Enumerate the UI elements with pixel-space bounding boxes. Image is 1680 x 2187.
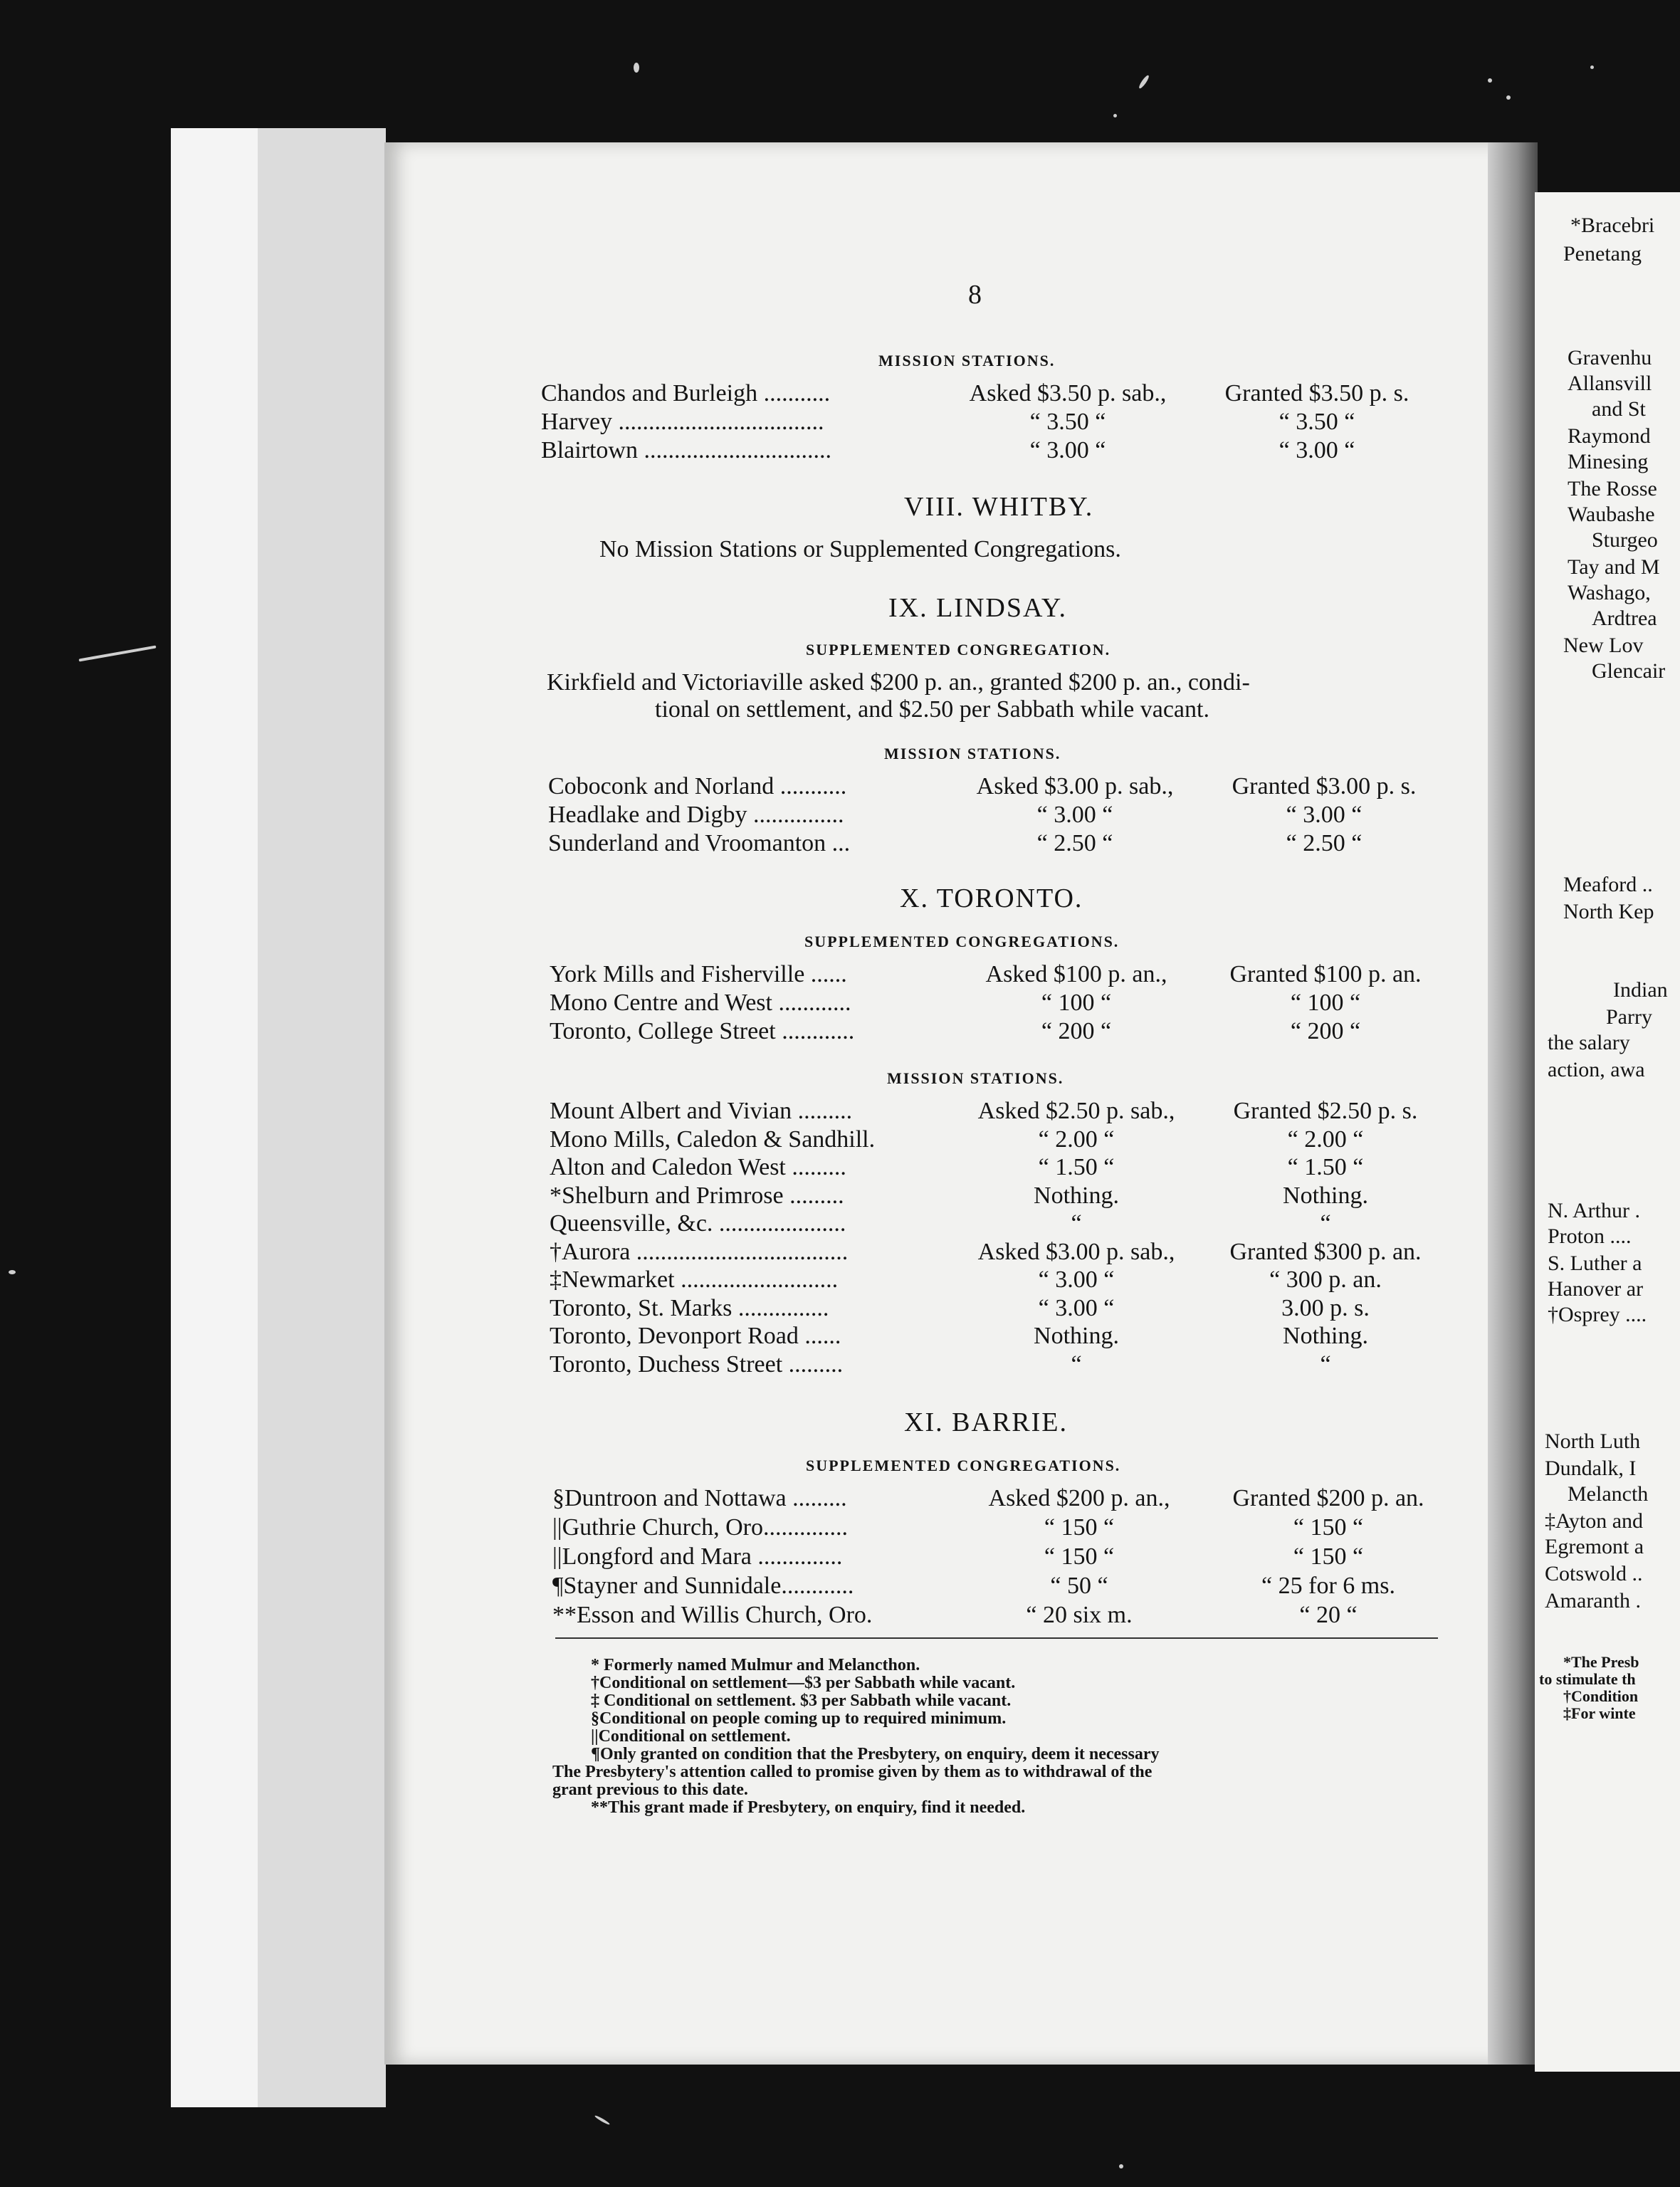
table-row: [550, 1239, 1447, 1267]
granted-amount: “ 1.50 “: [1287, 1154, 1364, 1180]
section-caption: SUPPLEMENTED CONGREGATION.: [806, 641, 1111, 659]
table-row: [550, 1018, 1447, 1047]
section-caption: MISSION STATIONS.: [887, 1069, 1064, 1087]
station-name: Blairtown ...............................: [541, 437, 831, 463]
station-name: Coboconk and Norland ...........: [548, 773, 847, 799]
asked-amount: “ 150 “: [1044, 1514, 1115, 1541]
adjacent-page-cropped: [1535, 192, 1680, 2072]
asked-amount: “ 3.00 “: [1038, 1294, 1115, 1321]
granted-amount: “ 150 “: [1293, 1514, 1364, 1541]
granted-amount: Nothing.: [1283, 1182, 1368, 1209]
adjacent-page-fragment: Waubashe: [1568, 503, 1655, 526]
footnote-line: §Conditional on people coming up to required minimum.: [591, 1709, 1007, 1728]
adjacent-page-fragment: the salary: [1548, 1031, 1630, 1054]
table-row: [552, 1573, 1449, 1601]
adjacent-page-fragment: Sturgeo: [1592, 528, 1658, 552]
asked-amount: “ 3.00 “: [1038, 1266, 1115, 1293]
granted-amount: “ 2.50 “: [1286, 830, 1363, 856]
table-row: [550, 1351, 1447, 1380]
footnote-line: * Formerly named Mulmur and Melancthon.: [591, 1656, 920, 1674]
adjacent-page-fragment: Allansvill: [1568, 372, 1652, 395]
asked-amount: “ 50 “: [1050, 1573, 1108, 1599]
granted-amount: “ 3.00 “: [1286, 802, 1363, 828]
adjacent-page-fragment: to stimulate th: [1539, 1670, 1636, 1688]
adjacent-page-fragment: ‡For winte: [1563, 1704, 1636, 1722]
adjacent-white-leaf: [171, 128, 261, 2107]
adjacent-page-fragment: S. Luther a: [1548, 1252, 1642, 1275]
table-row: [541, 437, 1438, 466]
table-row: [548, 802, 1445, 830]
section-heading: X. TORONTO.: [900, 883, 1083, 913]
asked-amount: “ 150 “: [1044, 1543, 1115, 1570]
asked-amount: Asked $3.00 p. sab.,: [976, 773, 1174, 799]
table-row: [550, 1098, 1447, 1126]
footnote-line: ¶Only granted on condition that the Presbytery, on enquiry, deem it necessary: [591, 1745, 1160, 1763]
granted-amount: Granted $2.50 p. s.: [1233, 1098, 1418, 1124]
station-name: York Mills and Fisherville ......: [550, 961, 847, 987]
table-row: [548, 830, 1445, 859]
adjacent-page-fragment: *Bracebri: [1570, 214, 1655, 237]
asked-amount: “ 3.00 “: [1036, 802, 1113, 828]
table-row: [550, 1154, 1447, 1182]
station-name: Chandos and Burleigh ...........: [541, 380, 831, 407]
station-name: Mono Mills, Caledon & Sandhill.: [550, 1126, 876, 1153]
table-row: [550, 1126, 1447, 1155]
adjacent-page-fragment: Gravenhu: [1568, 346, 1652, 369]
asked-amount: “ 100 “: [1041, 990, 1112, 1016]
adjacent-page-fragment: action, awa: [1548, 1058, 1645, 1081]
station-name: ‡Newmarket ..........................: [550, 1266, 839, 1293]
adjacent-page-fragment: Glencair: [1592, 659, 1666, 683]
footnote-line: The Presbytery's attention called to promise given by them as to withdrawal of the: [552, 1763, 1153, 1781]
table-row: [552, 1602, 1449, 1630]
page-number: 8: [968, 280, 982, 310]
section-caption: MISSION STATIONS.: [884, 745, 1061, 762]
adjacent-page-fragment: New Lov: [1563, 634, 1644, 657]
granted-amount: Granted $200 p. an.: [1232, 1485, 1424, 1511]
table-row: [552, 1543, 1449, 1572]
table-row: [550, 1210, 1447, 1239]
station-name: Mount Albert and Vivian .........: [550, 1098, 853, 1124]
table-row: [550, 961, 1447, 990]
table-row: [552, 1485, 1449, 1514]
granted-amount: “ 300 p. an.: [1269, 1266, 1382, 1293]
table-row: [550, 1295, 1447, 1323]
section-caption: MISSION STATIONS.: [878, 352, 1056, 369]
asked-amount: Asked $3.50 p. sab.,: [969, 380, 1167, 407]
table-row: [552, 1514, 1449, 1543]
section-note: No Mission Stations or Supplemented Congregations.: [599, 536, 1121, 562]
asked-amount: “ 2.00 “: [1038, 1126, 1115, 1153]
adjacent-page-fragment: Dundalk, I: [1545, 1457, 1637, 1480]
granted-amount: “ 200 “: [1290, 1018, 1361, 1044]
asked-amount: Nothing.: [1034, 1182, 1119, 1209]
table-row: [550, 990, 1447, 1018]
station-name: *Shelburn and Primrose .........: [550, 1182, 844, 1209]
table-row: [550, 1182, 1447, 1211]
granted-amount: Granted $100 p. an.: [1229, 961, 1422, 987]
asked-amount: Asked $200 p. an.,: [988, 1485, 1170, 1511]
adjacent-page-fragment: N. Arthur .: [1548, 1199, 1640, 1222]
station-name: †Aurora ...................................: [550, 1238, 849, 1265]
footnote-line: ‡ Conditional on settlement. $3 per Sabbath while vacant.: [591, 1692, 1012, 1710]
table-row: [550, 1266, 1447, 1295]
adjacent-page-fragment: Proton ....: [1548, 1224, 1632, 1248]
granted-amount: “ 100 “: [1290, 990, 1361, 1016]
adjacent-page-fragment: Hanover ar: [1548, 1277, 1644, 1301]
asked-amount: Asked $100 p. an.,: [985, 961, 1167, 987]
asked-amount: “: [1071, 1351, 1082, 1378]
asked-amount: “ 3.00 “: [1029, 437, 1106, 463]
adjacent-page-fragment: Meaford ..: [1563, 873, 1653, 896]
paragraph-line: tional on settlement, and $2.50 per Sabbath while vacant.: [655, 696, 1209, 723]
adjacent-page-fragment: Indian: [1613, 978, 1668, 1002]
section-heading: XI. BARRIE.: [904, 1407, 1068, 1437]
station-name: **Esson and Willis Church, Oro.: [552, 1602, 873, 1628]
footnote-line: **This grant made if Presbytery, on enquiry, find it needed.: [591, 1798, 1026, 1817]
adjacent-page-fragment: *The Presb: [1563, 1653, 1639, 1671]
table-row: [550, 1323, 1447, 1351]
section-caption: SUPPLEMENTED CONGREGATIONS.: [806, 1457, 1121, 1474]
page-edge-shadow: [258, 128, 386, 2107]
adjacent-page-fragment: Egremont a: [1545, 1535, 1644, 1558]
granted-amount: “: [1320, 1210, 1331, 1237]
adjacent-page-fragment: Minesing: [1568, 450, 1649, 473]
asked-amount: Nothing.: [1034, 1323, 1119, 1349]
granted-amount: 3.00 p. s.: [1281, 1294, 1370, 1321]
section-heading: VIII. WHITBY.: [904, 492, 1094, 522]
section-caption: SUPPLEMENTED CONGREGATIONS.: [804, 933, 1120, 950]
asked-amount: “ 2.50 “: [1036, 830, 1113, 856]
adjacent-page-fragment: The Rosse: [1568, 477, 1657, 500]
paragraph-line: Kirkfield and Victoriaville asked $200 p. an., granted $200 p. an., condi-: [547, 669, 1250, 696]
granted-amount: “ 20 “: [1299, 1602, 1358, 1628]
footnote-line: grant previous to this date.: [552, 1780, 748, 1799]
station-name: ¶Stayner and Sunnidale............: [552, 1573, 854, 1599]
adjacent-page-fragment: North Kep: [1563, 900, 1654, 923]
adjacent-page-fragment: ‡Ayton and: [1545, 1509, 1644, 1533]
asked-amount: Asked $3.00 p. sab.,: [977, 1238, 1175, 1265]
adjacent-page-fragment: Melancth: [1568, 1482, 1649, 1506]
footnote-line: ||Conditional on settlement.: [591, 1727, 791, 1746]
page-gutter: [1488, 142, 1538, 2065]
adjacent-page-fragment: Parry: [1606, 1005, 1652, 1029]
adjacent-page-fragment: Tay and M: [1568, 555, 1660, 579]
station-name: Headlake and Digby ...............: [548, 802, 844, 828]
station-name: Toronto, Devonport Road ......: [550, 1323, 841, 1349]
adjacent-page-fragment: †Condition: [1563, 1687, 1639, 1705]
granted-amount: “ 2.00 “: [1287, 1126, 1364, 1153]
station-name: ||Guthrie Church, Oro..............: [552, 1514, 848, 1541]
granted-amount: Granted $300 p. an.: [1229, 1238, 1422, 1265]
asked-amount: “ 200 “: [1041, 1018, 1112, 1044]
adjacent-page-fragment: North Luth: [1545, 1430, 1641, 1453]
table-row: [541, 409, 1438, 437]
adjacent-page-fragment: Ardtrea: [1592, 607, 1657, 630]
granted-amount: Granted $3.50 p. s.: [1224, 380, 1409, 407]
station-name: Sunderland and Vroomanton ...: [548, 830, 851, 856]
station-name: Harvey ..................................: [541, 409, 824, 435]
asked-amount: “ 20 six m.: [1026, 1602, 1133, 1628]
adjacent-page-fragment: and St: [1592, 397, 1646, 421]
footnote-line: †Conditional on settlement—$3 per Sabbath while vacant.: [591, 1674, 1016, 1692]
station-name: Alton and Caledon West .........: [550, 1154, 846, 1180]
adjacent-page-fragment: Penetang: [1563, 242, 1642, 266]
granted-amount: “ 25 for 6 ms.: [1261, 1573, 1395, 1599]
table-row: [548, 773, 1445, 802]
granted-amount: “: [1320, 1351, 1331, 1378]
granted-amount: Granted $3.00 p. s.: [1232, 773, 1417, 799]
station-name: Toronto, College Street ............: [550, 1018, 855, 1044]
station-name: Queensville, &c. .....................: [550, 1210, 846, 1237]
adjacent-page-fragment: Raymond: [1568, 424, 1651, 448]
adjacent-page-fragment: Washago,: [1568, 581, 1651, 604]
granted-amount: Nothing.: [1283, 1323, 1368, 1349]
station-name: Toronto, St. Marks ...............: [550, 1294, 829, 1321]
station-name: §Duntroon and Nottawa .........: [552, 1485, 847, 1511]
asked-amount: “ 1.50 “: [1038, 1154, 1115, 1180]
section-heading: IX. LINDSAY.: [888, 593, 1067, 623]
station-name: Mono Centre and West ............: [550, 990, 851, 1016]
station-name: Toronto, Duchess Street .........: [550, 1351, 844, 1378]
asked-amount: Asked $2.50 p. sab.,: [977, 1098, 1175, 1124]
table-row: [541, 380, 1438, 409]
granted-amount: “ 3.50 “: [1279, 409, 1355, 435]
footnote-rule: [555, 1637, 1438, 1639]
adjacent-page-fragment: †Osprey ....: [1548, 1303, 1647, 1326]
asked-amount: “ 3.50 “: [1029, 409, 1106, 435]
asked-amount: “: [1071, 1210, 1082, 1237]
granted-amount: “ 150 “: [1293, 1543, 1364, 1570]
station-name: ||Longford and Mara ..............: [552, 1543, 843, 1570]
adjacent-page-fragment: Cotswold ..: [1545, 1562, 1643, 1585]
adjacent-page-fragment: Amaranth .: [1545, 1589, 1641, 1612]
granted-amount: “ 3.00 “: [1279, 437, 1355, 463]
